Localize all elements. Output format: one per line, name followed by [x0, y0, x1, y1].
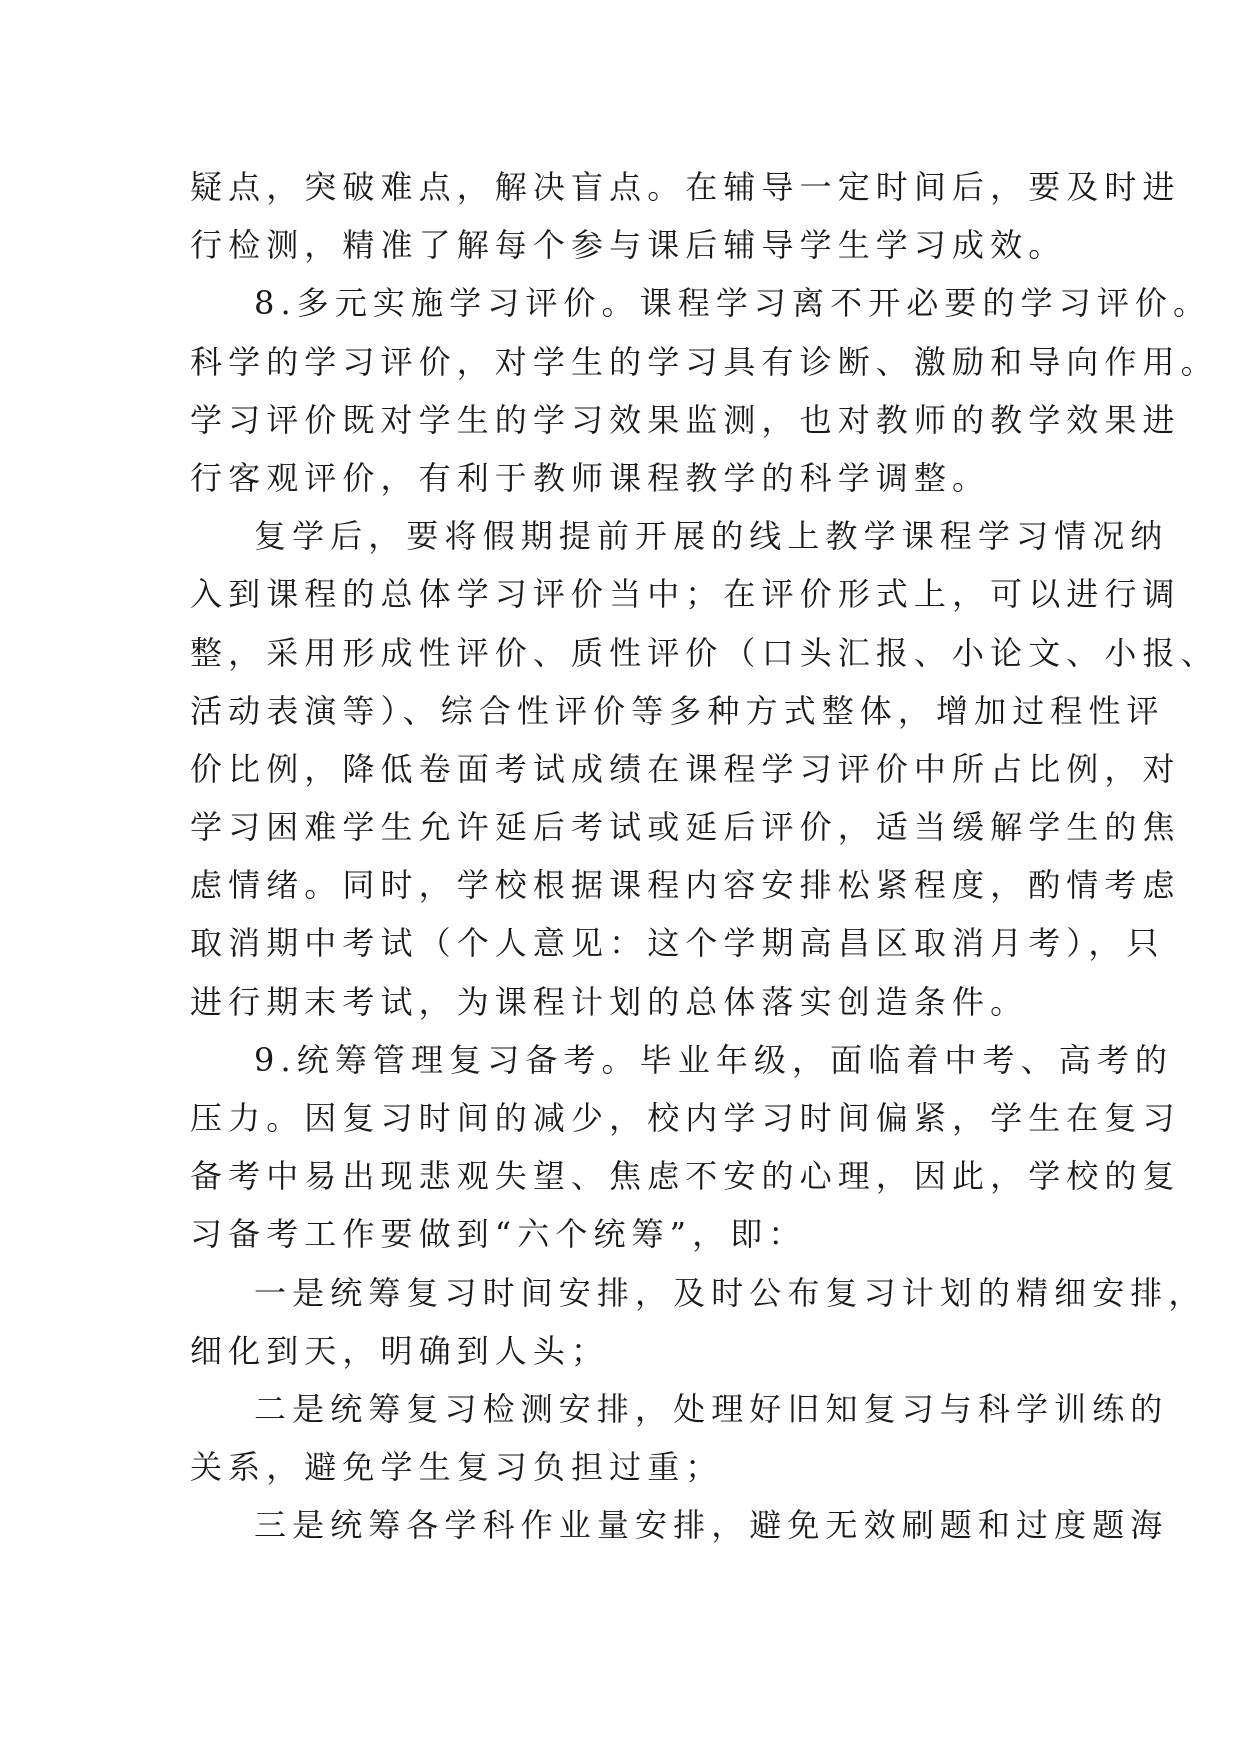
text-line: 活动表演等）、综合性评价等多种方式整体，增加过程性评: [190, 691, 1165, 730]
text-line: 疑点，突破难点，解决盲点。在辅导一定时间后，要及时进: [190, 168, 1181, 206]
text-line: 进行期末考试，为课程计划的总体落实创造条件。: [190, 982, 1029, 1021]
text-line: 学习困难学生允许延后考试或延后评价，适当缓解学生的焦: [190, 808, 1181, 847]
body-text: [190, 158, 1219, 1555]
text-line: 学习评价既对学生的学习效果监测，也对教师的教学效果进: [190, 400, 1181, 439]
text-line: 科学的学习评价，对学生的学习具有诊断、激励和导向作用。: [190, 342, 1219, 381]
text-line: 压力。因复习时间的减少，校内学习时间偏紧，学生在复习: [190, 1099, 1181, 1137]
text-line: 入到课程的总体学习评价当中；在评价形式上，可以进行调: [190, 575, 1181, 614]
text-line: 行检测，精准了解每个参与课后辅导学生学习成效。: [190, 226, 1067, 265]
paragraph-start-line: 8.多元实施学习评价。课程学习离不开必要的学习评价。: [254, 284, 1212, 323]
text-line: 细化到天，明确到人头；: [190, 1331, 610, 1370]
paragraph-start-line: 9.统筹管理复习备考。毕业年级，面临着中考、高考的: [254, 1040, 1174, 1079]
paragraph-start-line: 一是统筹复习时间安排，及时公布复习计划的精细安排，: [254, 1273, 1207, 1312]
text-line: 备考中易出现悲观失望、焦虑不安的心理，因此，学校的复: [190, 1157, 1181, 1196]
paragraph-start-line: 三是统筹各学科作业量安排，避免无效刷题和过度题海: [254, 1506, 1169, 1545]
paragraph-start-line: 复学后，要将假期提前开展的线上教学课程学习情况纳: [254, 517, 1169, 556]
text-line: 取消期中考试（个人意见：这个学期高昌区取消月考），只: [190, 924, 1165, 963]
text-line: 行客观评价，有利于教师课程教学的科学调整。: [190, 458, 991, 497]
text-line: 虑情绪。同时，学校根据课程内容安排松紧程度，酌情考虑: [190, 866, 1181, 905]
text-line: 关系，避免学生复习负担过重；: [190, 1448, 724, 1487]
text-line: 整，采用形成性评价、质性评价（口头汇报、小论文、小报、: [190, 633, 1219, 672]
paragraph-start-line: 二是统筹复习检测安排，处理好旧知复习与科学训练的: [254, 1389, 1169, 1428]
text-line: 习备考工作要做到“六个统筹”，即：: [190, 1215, 807, 1254]
text-line: 价比例，降低卷面考试成绩在课程学习评价中所占比例，对: [190, 749, 1181, 788]
